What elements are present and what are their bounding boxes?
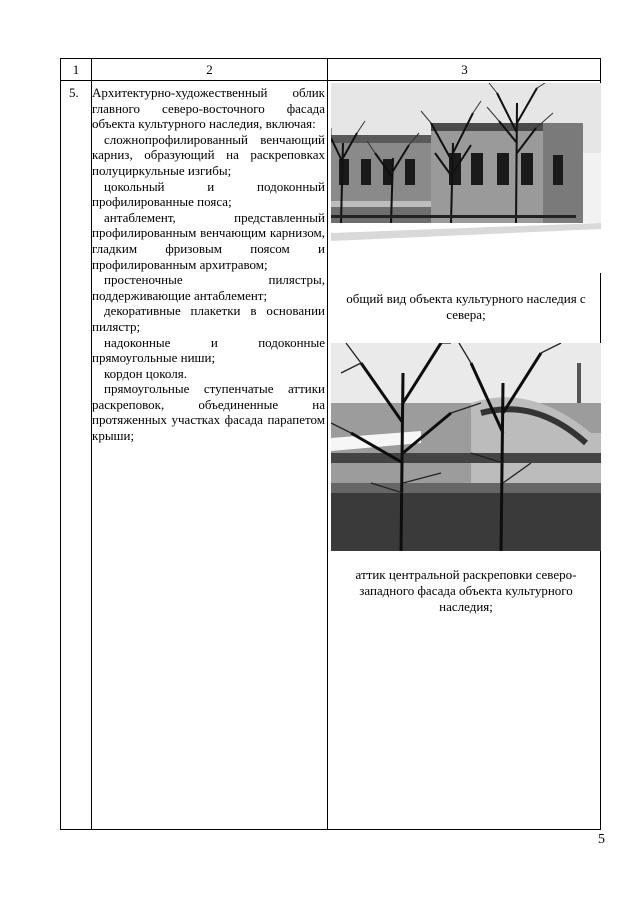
description-item: декоративные плакетки в основании пилястр; bbox=[92, 303, 325, 334]
row-description bbox=[92, 85, 325, 444]
row-number: 5. bbox=[69, 85, 79, 100]
description-item: антаблемент, представленный профилированным венчающим карнизом, гладким фризовым поясом и профилированным архитравом; bbox=[92, 209, 325, 272]
header-col-3: 3 bbox=[461, 62, 468, 77]
attic-photo bbox=[331, 343, 601, 551]
page-number: 5 bbox=[598, 832, 605, 847]
heritage-table bbox=[60, 58, 601, 830]
header-col-2: 2 bbox=[206, 62, 213, 77]
description-item: простеночные пилястры, поддерживающие антаблемент; bbox=[92, 272, 325, 303]
description-item: цокольный и подоконный профилированные пояса; bbox=[92, 178, 325, 210]
photo-caption: аттик центральной раскреповки северо-западного фасада объекта культурного наследия; bbox=[355, 567, 577, 614]
header-col-1: 1 bbox=[72, 62, 80, 77]
column-divider bbox=[327, 59, 328, 829]
description-item: кордон цоколя. bbox=[104, 365, 187, 381]
description-item: сложнопрофилированный венчающий карниз, образующий на раскреповках полуциркульные изгибы; bbox=[92, 131, 325, 178]
description-item: прямоугольные ступенчатые аттики раскреповок, объединенные на протяженных участках фасада парапетом крыши; bbox=[92, 381, 325, 444]
photo-caption: общий вид объекта культурного наследия с севера; bbox=[346, 291, 586, 322]
header-divider bbox=[61, 80, 600, 81]
building-north-photo bbox=[331, 83, 601, 273]
description-intro: Архитектурно-художественный облик главного северо-восточного фасада объекта культурного наследия, включая: bbox=[92, 85, 325, 132]
description-item: надоконные и подоконные прямоугольные ниши; bbox=[92, 334, 325, 366]
